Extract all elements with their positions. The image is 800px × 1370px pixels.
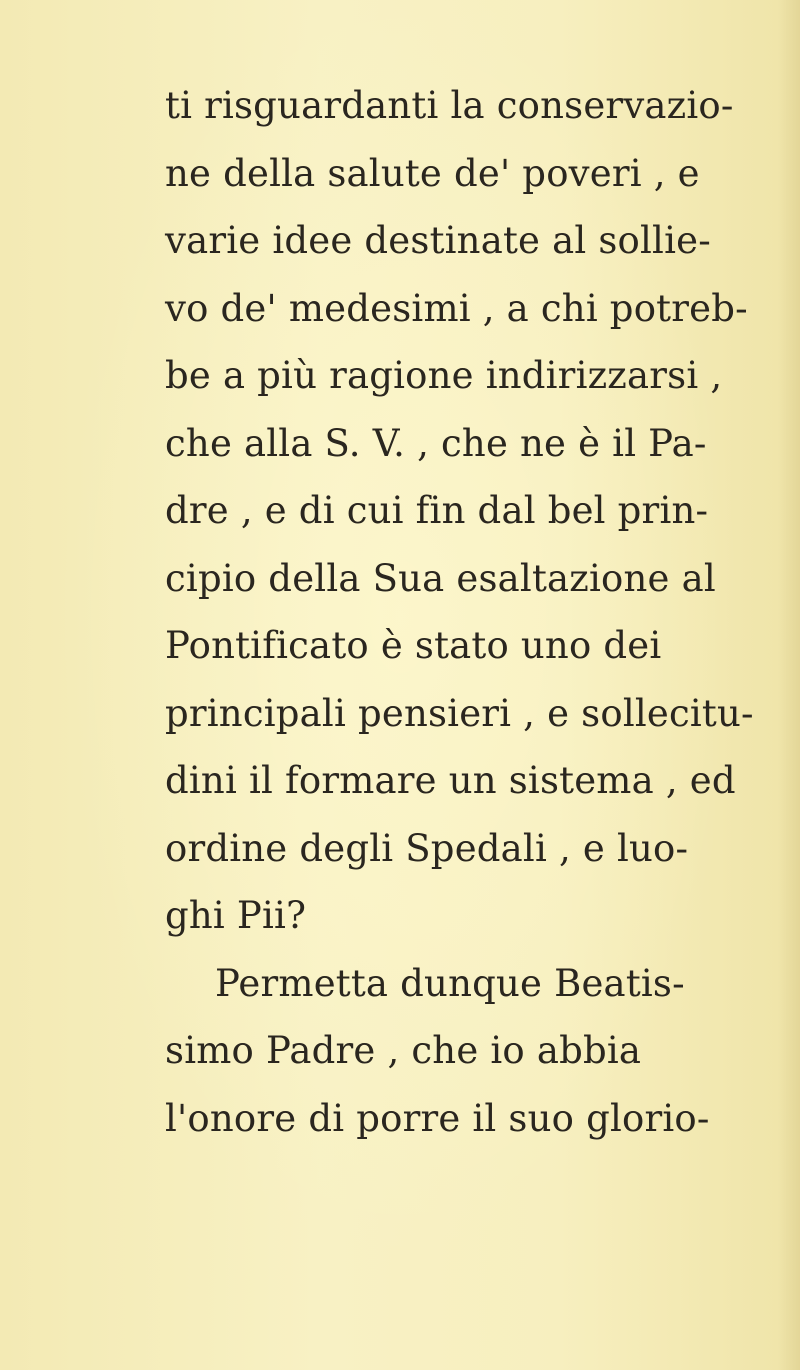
text-line-3: varie idee destinate al sollie- xyxy=(165,219,711,262)
text-line-10: principali pensieri , e sollecitu- xyxy=(165,691,754,735)
text-line-4: vo de' medesimi , a chi potreb- xyxy=(165,286,748,330)
text-line-7: dre , e di cui fin dal bel prin- xyxy=(165,489,709,532)
text-line-16: l'onore di porre il suo glorio- xyxy=(165,1096,710,1140)
text-line-2: ne della salute de' poveri , e xyxy=(165,151,700,195)
text-line-5: be a più ragione indirizzarsi , xyxy=(165,354,723,397)
text-line-9: Pontificato è stato uno dei xyxy=(165,624,662,667)
page-edge-shadow xyxy=(778,0,800,1370)
text-line-15: simo Padre , che io abbia xyxy=(165,1029,642,1072)
text-line-8: cipio della Sua esaltazione al xyxy=(165,556,716,600)
body-text xyxy=(165,72,765,1152)
text-line-6: che alla S. V. , che ne è il Pa- xyxy=(165,421,707,465)
text-line-13: ghi Pii? xyxy=(165,894,307,937)
text-line-12: ordine degli Spedali , e luo- xyxy=(165,826,689,870)
text-line-14-paragraph-start: Permetta dunque Beatis- xyxy=(215,961,685,1005)
text-line-11: dini il formare un sistema , ed xyxy=(165,759,736,802)
text-line-1: ti risguardanti la conservazio- xyxy=(165,84,734,127)
